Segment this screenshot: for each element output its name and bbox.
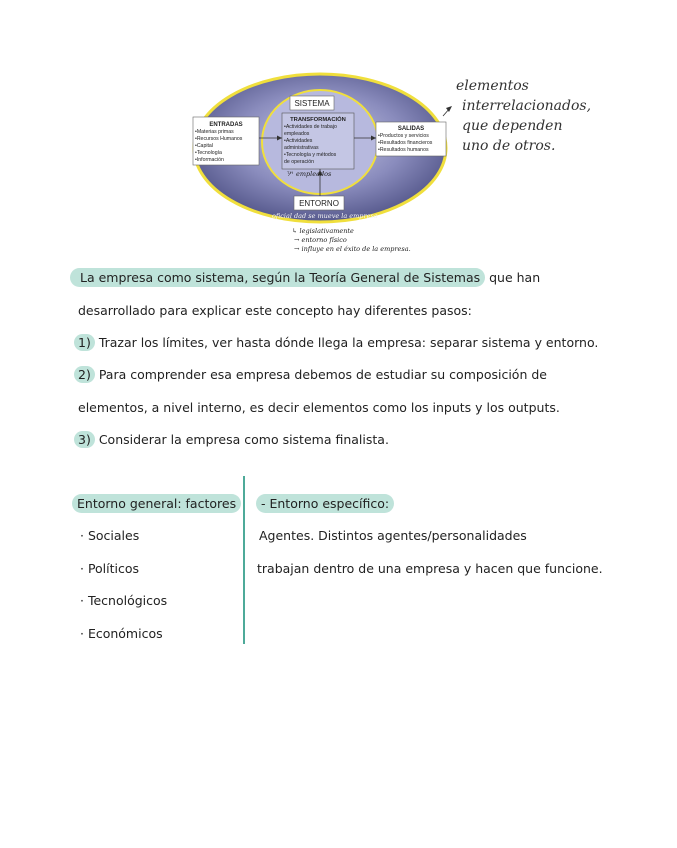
step-2-number: 2) xyxy=(74,366,95,383)
transformacion-item: administrativas xyxy=(284,145,319,151)
step-2-text: Para comprender esa empresa debemos de estudiar su composición de xyxy=(94,367,547,382)
salidas-item: •Productos y servicios xyxy=(378,133,429,139)
hand-ellipse-note: oficial dad se mueve la empresa xyxy=(272,212,378,220)
entradas-item: •Capital xyxy=(195,143,213,149)
svg-text:•Productos y servicios •Re xyxy=(378,133,434,153)
step-3-text: Considerar la empresa como sistema finalista. xyxy=(94,432,389,447)
salidas-title: SALIDAS xyxy=(397,126,425,132)
transformacion-item: empleados xyxy=(284,131,310,137)
intro-highlight: La empresa como sistema, según la Teoría General de Sistemas xyxy=(70,268,485,287)
intro-rest: que han xyxy=(485,270,541,285)
hand-note: ↳ legislativamente xyxy=(292,227,354,235)
transformacion-item: de operación xyxy=(284,159,314,165)
entorno-especifico-label: - Entorno específico: xyxy=(256,494,394,513)
factor-item: · Sociales xyxy=(80,528,140,543)
entradas-item: •Recursos Humanos xyxy=(195,136,243,142)
entradas-item: •Materias primas xyxy=(195,129,234,135)
entorno-especifico-title xyxy=(256,496,394,511)
annotation-line: interrelacionados, xyxy=(462,98,592,114)
annotation-line: elementos xyxy=(456,78,529,94)
entorno-label: ENTORNO xyxy=(299,199,339,208)
intro-line-1 xyxy=(70,270,540,285)
handwritten-annotation xyxy=(456,76,616,156)
salidas-item: •Resultados financieros xyxy=(378,140,433,146)
transformacion-item: •Actividades de trabajo xyxy=(284,124,337,130)
hand-empleados: empleados xyxy=(296,170,332,178)
annotation-line: que dependen xyxy=(462,118,563,134)
intro-line-2: desarrollado para explicar este concepto hay diferentes pasos: xyxy=(78,303,472,318)
step-2-continued: elementos, a nivel interno, es decir elementos como los inputs y los outputs. xyxy=(78,400,560,415)
step-1-number: 1) xyxy=(74,334,95,351)
entorno-general-label: Entorno general: factores xyxy=(72,494,241,513)
step-1 xyxy=(74,335,598,350)
factor-item: · Económicos xyxy=(80,626,163,641)
step-2 xyxy=(74,367,547,382)
especifico-line: trabajan dentro de una empresa y hacen que funcione. xyxy=(257,561,603,576)
entorno-general-title xyxy=(72,496,241,511)
column-divider xyxy=(243,476,245,644)
entradas-item: •Tecnología xyxy=(195,150,222,156)
step-1-text: Trazar los límites, ver hasta dónde llega la empresa: separar sistema y entorno. xyxy=(94,335,599,350)
factor-item: · Tecnológicos xyxy=(80,593,168,608)
hand-note: → entorno físico xyxy=(294,236,347,244)
entradas-item: •Información xyxy=(195,157,224,163)
system-diagram xyxy=(188,72,452,258)
factor-item: · Políticos xyxy=(80,561,140,576)
sistema-label: SISTEMA xyxy=(294,99,330,108)
annotation-line: uno de otros. xyxy=(462,138,556,154)
svg-text:ᵀ⁄ᴴ: ᵀ⁄ᴴ xyxy=(287,171,294,178)
svg-text:↳ legislativamente → entor xyxy=(292,227,411,253)
transformacion-title: TRANSFORMACIÓN xyxy=(290,117,346,123)
transformacion-item: •Actividades xyxy=(284,138,313,144)
hand-note: → influye en el éxito de la empresa. xyxy=(294,245,411,253)
especifico-line: Agentes. Distintos agentes/personalidades xyxy=(259,528,527,543)
step-3-number: 3) xyxy=(74,431,95,448)
step-3 xyxy=(74,432,389,447)
salidas-item: •Resultados humanos xyxy=(378,147,429,153)
entradas-title: ENTRADAS xyxy=(209,122,243,128)
transformacion-item: •Tecnología y métodos xyxy=(284,152,337,158)
